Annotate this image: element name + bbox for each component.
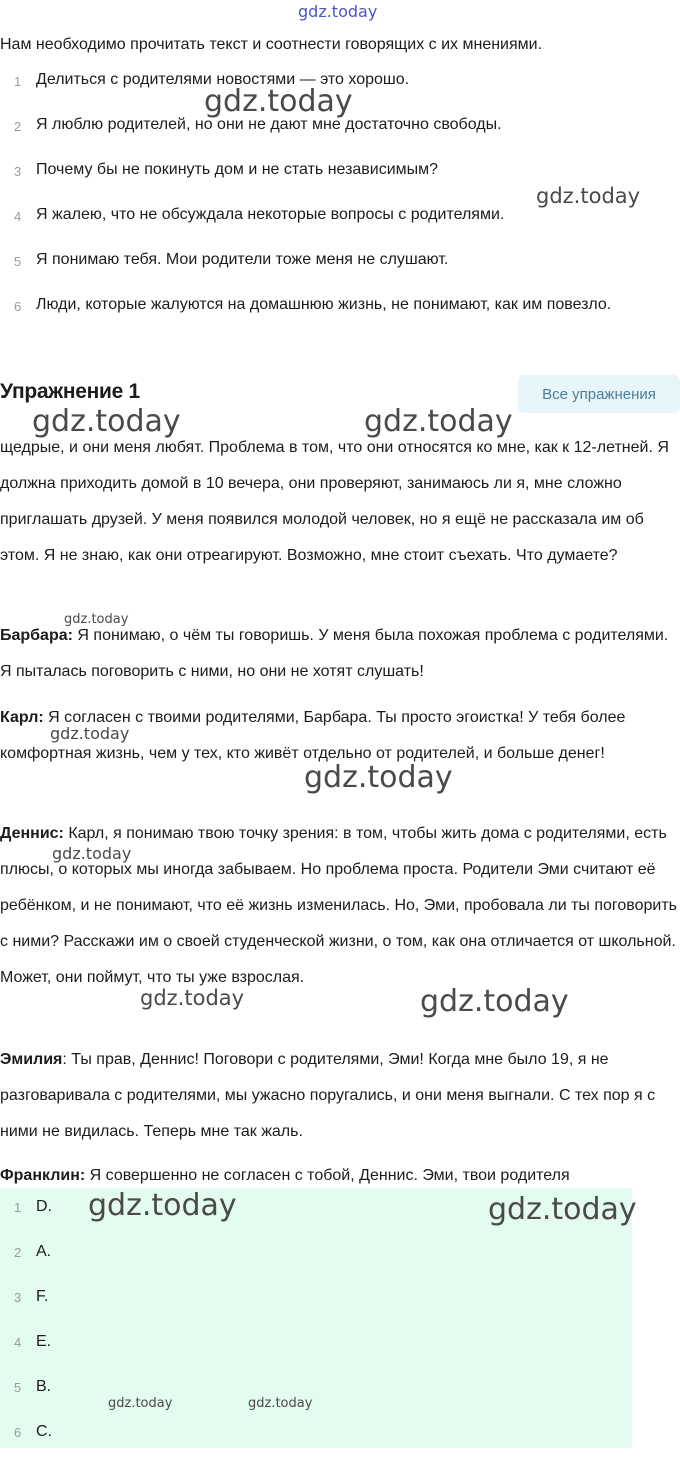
passage-paragraph <box>0 618 680 690</box>
statement-number: 3 <box>14 164 22 179</box>
exercise-title: Упражнение 1 <box>0 380 140 403</box>
speaker-name: Деннис: <box>0 825 64 842</box>
watermark: gdz.today <box>248 1396 313 1411</box>
statement-text: Люди, которые жалуются на домашнюю жизнь, не понимают, как им повезло. <box>36 296 612 313</box>
answer-text: D. <box>36 1198 52 1215</box>
statement-text: Я понимаю тебя. Мои родители тоже меня не слушают. <box>36 251 449 268</box>
watermark: gdz.today <box>64 612 129 627</box>
statement-item <box>0 287 680 359</box>
answer-item <box>0 1368 632 1413</box>
answer-number: 2 <box>14 1245 22 1260</box>
speaker-name: Барбара: <box>0 627 73 644</box>
statement-number: 5 <box>14 254 22 269</box>
answer-text: B. <box>36 1378 52 1395</box>
passage-paragraph <box>0 700 680 772</box>
answer-item <box>0 1413 632 1458</box>
answer-text: C. <box>36 1423 52 1440</box>
statement-number: 1 <box>14 74 22 89</box>
passage-text: щедрые, и они меня любят. Проблема в том, что они относятся ко мне, как к 12-летней. Я должна приходить домой в 10 вечера, они проверяют, занимаюсь ли я, мне сложно приглашать друзей. У меня появился молодой человек, но я ещё не рассказала им об этом. Я не знаю, как они отреагируют. Возможно, мне стоит съехать. Что думаете? <box>0 439 669 564</box>
passage-text: Карл, я понимаю твою точку зрения: в том, чтобы жить дома с родителями, есть плюсы, о которых мы иногда забываем. Но проблема проста. Родители Эми считают её ребёнком, и не понимают, что её жизнь изменилась. Но, Эми, пробовала ли ты поговорить с ними? Расскажи им о своей студенческой жизни, о том, как она отличается от школьной. Может, они поймут, что ты уже взрослая. <box>0 825 678 986</box>
statement-text: Почему бы не покинуть дом и не стать независимым? <box>36 161 439 178</box>
passage-paragraph <box>0 816 680 996</box>
watermark: gdz.today <box>488 1192 637 1227</box>
watermark: gdz.today <box>50 724 130 743</box>
passage-paragraph <box>0 1042 680 1150</box>
watermark: gdz.today <box>364 404 513 439</box>
statement-text: Я люблю родителей, но они не дают мне достаточно свободы. <box>36 116 502 133</box>
watermark: gdz.today <box>298 2 378 21</box>
answer-number: 3 <box>14 1290 22 1305</box>
statement-text: Я жалею, что не обсуждала некоторые вопросы с родителями. <box>36 206 505 223</box>
statement-text: Делиться с родителями новостями — это хорошо. <box>36 71 410 88</box>
answer-text: A. <box>36 1243 52 1260</box>
answer-number: 1 <box>14 1200 22 1215</box>
answer-text: F. <box>36 1288 49 1305</box>
watermark: gdz.today <box>88 1188 237 1223</box>
watermark: gdz.today <box>304 760 453 795</box>
watermark: gdz.today <box>536 184 641 208</box>
speaker-name: Карл: <box>0 709 44 726</box>
passage-paragraph <box>0 1158 680 1188</box>
watermark: gdz.today <box>140 986 245 1010</box>
watermark: gdz.today <box>32 404 181 439</box>
statement-number: 2 <box>14 119 22 134</box>
passage-text: Я согласен с твоими родителями, Барбара. Ты просто эгоистка! У тебя более комфортная жизнь, чем у тех, кто живёт отдельно от родителей, и больше денег! <box>0 709 626 762</box>
statement-item <box>0 62 680 102</box>
statement-item <box>0 107 680 147</box>
statement-item <box>0 197 680 237</box>
answer-number: 4 <box>14 1335 22 1350</box>
statement-number: 4 <box>14 209 22 224</box>
speaker-name: Эмилия <box>0 1051 63 1068</box>
answers-panel <box>0 1188 632 1448</box>
all-exercises-button[interactable]: Все упражнения <box>518 375 680 413</box>
statement-item <box>0 152 680 192</box>
passage-text: : Ты прав, Деннис! Поговори с родителями, Эми! Когда мне было 19, я не разговаривала с родителями, мы ужасно поругались, и они меня выгнали. С тех пор я с ними не видилась. Теперь мне так жаль. <box>0 1051 656 1140</box>
passage-paragraph <box>0 430 680 574</box>
statement-number: 6 <box>14 299 22 314</box>
answer-item <box>0 1233 632 1278</box>
answer-item <box>0 1278 632 1323</box>
watermark: gdz.today <box>420 984 569 1019</box>
watermark: gdz.today <box>52 844 132 863</box>
answer-number: 5 <box>14 1380 22 1395</box>
task-instruction: Нам необходимо прочитать текст и соотнести говорящих с их мнениями. <box>0 36 543 53</box>
passage-text: Я совершенно не согласен с тобой, Деннис. Эми, твои родителя <box>85 1167 570 1184</box>
statement-item <box>0 242 680 282</box>
answer-text: E. <box>36 1333 52 1350</box>
watermark: gdz.today <box>204 84 353 119</box>
speaker-name: Франклин: <box>0 1167 86 1184</box>
answer-number: 6 <box>14 1425 22 1440</box>
passage-text: Я понимаю, о чём ты говоришь. У меня была похожая проблема с родителями. Я пыталась поговорить с ними, но они не хотят слушать! <box>0 627 669 680</box>
answer-item <box>0 1323 632 1368</box>
watermark: gdz.today <box>108 1396 173 1411</box>
